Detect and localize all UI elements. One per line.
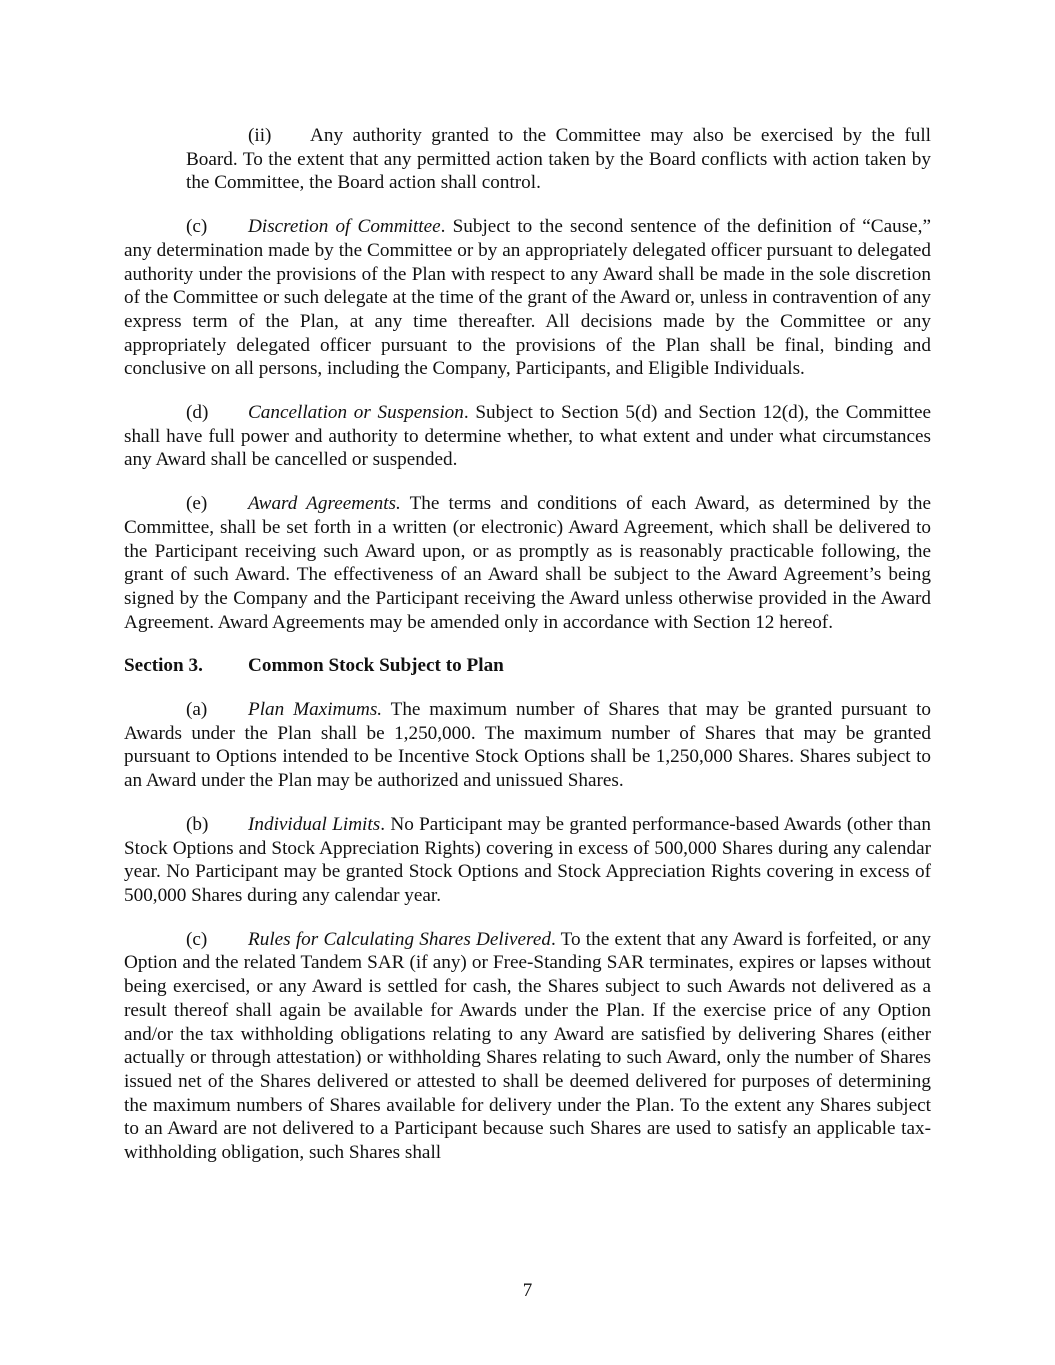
paragraph-text: . To the extent that any Award is forfeited, or any Option and the related Tandem SAR (if any) or Free-Standing SAR terminates, expires or lapses without being exercised, or any Award is settled for cash, the Shares subject to such Awards not delivered as a result thereof shall again be available for Awards under the Plan. If the exercise price of any Option and/or the tax withholding obligations relating to any Award are satisfied by delivering Shares (either actually or through attestation) or withholding Shares relating to such Award, only the number of Shares issued net of the Shares delivered or attested to shall be deemed delivered for purposes of determining the maximum numbers of Shares available for delivery under the Plan. To the extent any Shares subject to an Award are not delivered to a Participant because such Shares are used to satisfy an applicable tax-withholding obligation, such Shares shall	[124, 928, 932, 1164]
paragraph-3b-individual-limits	[124, 813, 931, 908]
document-page	[124, 124, 931, 1185]
paragraph-heading: Rules for Calculating Shares Delivered	[248, 928, 551, 950]
paragraph-label: (c)	[186, 928, 208, 950]
section-3-heading	[124, 654, 931, 678]
section-title: Common Stock Subject to Plan	[248, 655, 504, 677]
paragraph-text: The terms and conditions of each Award, as determined by the Committee, shall be set forth in a written (or electronic) Award Agreement, which shall be delivered to the Participant receiving such Award upon, or as promptly as is reasonably practicable following, the grant of such Award. The effectiveness of an Award shall be subject to the Award Agreement’s being signed by the Company and the Participant receiving the Award unless otherwise provided in the Award Agreement. Award Agreements may be amended only in accordance with Section 12 hereof.	[124, 493, 931, 633]
paragraph-c-discretion-of-committee	[124, 215, 931, 381]
paragraph-text: . Subject to the second sentence of the definition of “Cause,” any determination made by the Committee or by an appropriately delegated officer pursuant to delegated authority under the provisions of the Plan with respect to any Award shall be made in the sole discretion of the Committee or such delegate at the time of the grant of the Award or, unless in contravention of any express term of the Plan, at any time thereafter. All decisions made by the Committee or any appropriately delegated officer pursuant to the provisions of the Plan shall be final, binding and conclusive on all persons, including the Company, Participants, and Eligible Individuals.	[124, 216, 931, 380]
paragraph-e-award-agreements	[124, 492, 931, 634]
paragraph-label: (e)	[186, 493, 208, 515]
page-number: 7	[522, 1280, 533, 1301]
paragraph-heading: Plan Maximums.	[248, 699, 383, 721]
paragraph-label: (a)	[186, 699, 208, 721]
paragraph-heading: Individual Limits	[248, 813, 381, 835]
paragraph-text: . Subject to Section 5(d) and Section 12(d), the Committee shall have full power and authority to determine whether, to what extent and under what circumstances any Award shall be cancelled or suspended.	[124, 402, 931, 471]
paragraph-b-ii	[186, 124, 931, 195]
paragraph-text: Any authority granted to the Committee may also be exercised by the full Board. To the extent that any permitted action taken by the Board conflicts with action taken by the Committee, the Board action shall control.	[186, 125, 931, 194]
paragraph-text: The maximum number of Shares that may be granted pursuant to Awards under the Plan shall be 1,250,000. The maximum number of Shares that may be granted pursuant to Options intended to be Incentive Stock Options shall be 1,250,000 Shares. Shares subject to an Award under the Plan may be authorized and unissued Shares.	[124, 699, 932, 792]
paragraph-heading: Discretion of Committee	[248, 216, 441, 238]
section-number: Section 3.	[124, 655, 203, 677]
paragraph-label: (c)	[186, 216, 208, 238]
paragraph-3a-plan-maximums	[124, 698, 931, 793]
paragraph-text: . No Participant may be granted performance-based Awards (other than Stock Options and Stock Appreciation Rights) covering in excess of 500,000 Shares during any calendar year. No Participant may be granted Stock Options and Stock Appreciation Rights covering in excess of 500,000 Shares during any calendar year.	[124, 813, 931, 906]
paragraph-3c-rules-for-calculating-shares	[124, 928, 931, 1165]
paragraph-d-cancellation-or-suspension	[124, 401, 931, 472]
paragraph-label: (d)	[186, 402, 209, 424]
paragraph-label: (ii)	[248, 125, 272, 146]
paragraph-heading: Award Agreements.	[248, 493, 401, 515]
paragraph-heading: Cancellation or Suspension	[248, 402, 464, 424]
paragraph-label: (b)	[186, 813, 209, 835]
